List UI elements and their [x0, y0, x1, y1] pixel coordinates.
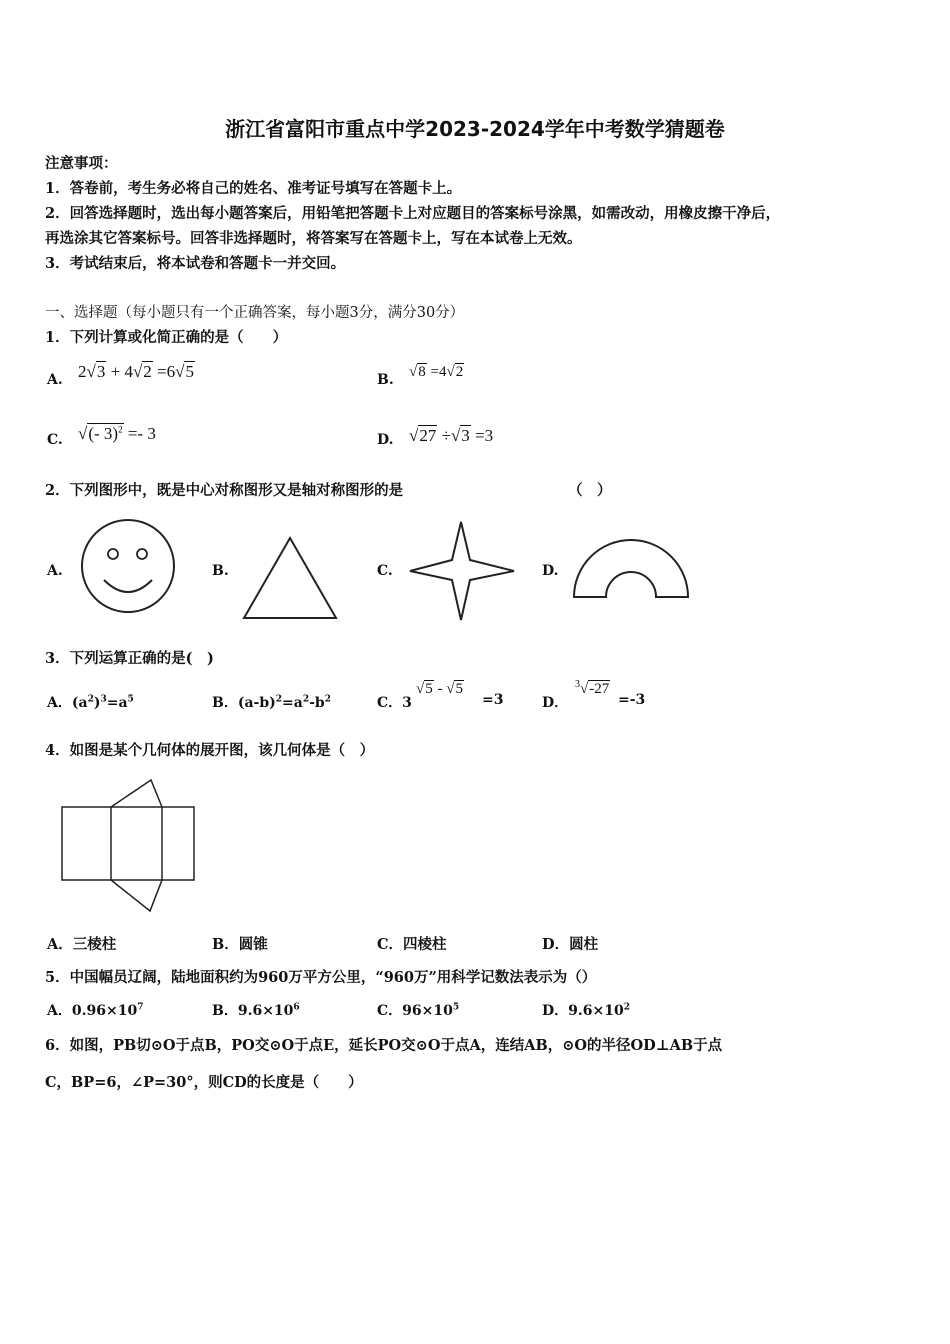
option-label: B． — [212, 695, 238, 711]
prism-net-figure — [60, 778, 200, 914]
equals: = — [475, 426, 485, 445]
radical-sign: √ — [409, 426, 419, 445]
q1-option-a-label: A. — [47, 372, 63, 388]
coef: 4 — [438, 364, 447, 380]
option-label: D． — [542, 1003, 569, 1019]
radicand-base: (- 3) — [88, 424, 119, 443]
operator: + — [110, 362, 121, 381]
mantissa: 9.6×10 — [568, 1003, 624, 1019]
q2-option-b-label: B. — [212, 563, 229, 579]
expr-part: ) — [93, 695, 101, 711]
radical-sign: √ — [446, 681, 455, 697]
coef: 6 — [166, 362, 176, 381]
q2-stem: 2．下列图形中，既是中心对称图形又是轴对称图形的是 — [45, 482, 404, 499]
option-label: C． — [377, 695, 403, 711]
q5-option-c — [377, 1000, 459, 1020]
coef: 3 — [402, 695, 412, 711]
q1-option-b-expr — [409, 364, 464, 381]
radicand — [87, 423, 123, 443]
q2-option-d-label: D. — [542, 563, 559, 579]
q2-option-a-label: A. — [47, 563, 63, 579]
expr-part: -b — [309, 695, 325, 711]
q1-option-a-expr — [78, 362, 195, 382]
exponent: 2 — [302, 694, 310, 705]
q6-stem-line-2: C，BP=6，∠P=30°，则CD的长度是（ ） — [45, 1074, 363, 1091]
triangle-icon — [242, 536, 342, 626]
radical-sign: √ — [416, 681, 425, 697]
exponent: 2 — [275, 694, 283, 705]
radical-sign: √ — [78, 424, 88, 443]
coef: 4 — [124, 362, 133, 381]
mantissa: 0.96×10 — [71, 1003, 138, 1019]
notice-item-2: 2．回答选择题时，选出每小题答案后，用铅笔把答题卡上对应题目的答案标号涂黑，如需改动，用橡皮擦干净后， — [45, 205, 781, 222]
q3-option-d-label: D． — [542, 695, 569, 711]
radicand: 27 — [419, 426, 437, 445]
radicand: 5 — [185, 362, 194, 381]
exponent: 7 — [137, 1002, 144, 1013]
radicand: -27 — [589, 681, 610, 697]
radicand: 3 — [96, 362, 106, 381]
exponent: 2 — [623, 1002, 630, 1013]
q5-option-b — [212, 1000, 300, 1020]
radicand: 2 — [143, 362, 152, 381]
exponent: 6 — [293, 1002, 300, 1013]
equals: = — [127, 424, 138, 443]
page-title: 浙江省富阳市重点中学2023-2024学年中考数学猜题卷 — [225, 117, 725, 141]
radicand: 5 — [425, 681, 433, 697]
q3-stem: 3．下列运算正确的是( ) — [45, 650, 214, 667]
radical-sign: √ — [580, 681, 589, 697]
radical-sign: √ — [446, 364, 455, 380]
expr-part: (a-b) — [237, 695, 276, 711]
value: - 3 — [137, 424, 156, 443]
exponent: 2 — [118, 424, 123, 435]
q5-option-a — [47, 1000, 143, 1020]
q3-option-b — [212, 692, 331, 712]
radicand: 2 — [455, 364, 464, 380]
operator: - — [437, 681, 443, 697]
radicand: 3 — [461, 426, 470, 445]
exponent: 2 — [324, 694, 331, 705]
exponent: 2 — [87, 694, 94, 705]
exponent: 5 — [127, 694, 134, 705]
q5-stem: 5．中国幅员辽阔，陆地面积约为960万平方公里，“960万”用科学记数法表示为（） — [45, 969, 597, 986]
notice-item-3: 3．考试结束后，将本试卷和答题卡一并交回。 — [45, 255, 346, 272]
radical-sign: √ — [132, 362, 143, 381]
q1-option-c-label: C. — [47, 432, 63, 448]
option-label: C． — [377, 1003, 403, 1019]
mantissa: 96×10 — [402, 1003, 453, 1019]
q3-option-c-radicals — [416, 681, 464, 698]
four-pointed-star-icon — [408, 520, 518, 622]
q1-option-d-expr — [409, 426, 493, 446]
root-index: 3 — [575, 679, 580, 690]
q4-option-d: D．圆柱 — [542, 936, 599, 953]
option-label: B． — [212, 1003, 238, 1019]
option-label: A． — [47, 1003, 72, 1019]
section-heading: 一、选择题（每小题只有一个正确答案，每小题3分，满分30分） — [45, 305, 465, 321]
q1-option-b-label: B. — [377, 372, 394, 388]
radical-sign: √ — [409, 364, 418, 380]
notice-item-2-cont: 再选涂其它答案标号。回答非选择题时，将答案写在答题卡上，写在本试卷上无效。 — [45, 230, 582, 247]
q2-option-c-label: C. — [377, 563, 393, 579]
expr-part: =a — [106, 695, 128, 711]
notice-item-1: 1．答卷前，考生务必将自己的姓名、准考证号填写在答题卡上。 — [45, 180, 462, 197]
smiley-face-icon — [80, 518, 180, 618]
divide: ÷ — [441, 426, 451, 445]
expr-part: (a — [71, 695, 88, 711]
q3-option-a — [47, 692, 134, 712]
value: 3 — [484, 426, 494, 445]
q4-option-a: A．三棱柱 — [47, 936, 117, 953]
notice-heading: 注意事项： — [45, 155, 118, 172]
q3-option-d-result: =-3 — [618, 692, 646, 708]
q3-option-c-result: =3 — [482, 692, 504, 708]
coef: 2 — [78, 362, 87, 381]
q2-paren: （ ） — [568, 482, 612, 499]
q5-option-d — [542, 1000, 630, 1020]
q3-option-d-radical — [575, 681, 610, 698]
radicand: 8 — [418, 364, 426, 380]
q1-stem: 1．下列计算或化简正确的是（ ） — [45, 329, 288, 346]
q4-option-c: C．四棱柱 — [377, 936, 447, 953]
radical-sign: √ — [86, 362, 96, 381]
option-label: A． — [47, 695, 72, 711]
semi-ring-arch-icon — [572, 535, 692, 605]
q6-stem-line-1: 6．如图，PB切⊙O于点B，PO交⊙O于点E，延长PO交⊙O于点A，连结AB，⊙O的半径OD⊥AB于点 — [45, 1037, 723, 1054]
q4-option-b: B．圆锥 — [212, 936, 268, 953]
q1-option-c-expr — [78, 424, 156, 444]
q3-option-c — [377, 692, 412, 712]
q1-option-d-label: D. — [377, 432, 394, 448]
radical-sign: √ — [450, 426, 461, 445]
q4-stem: 4．如图是某个几何体的展开图，该几何体是（ ） — [45, 742, 375, 759]
equals: = — [157, 362, 167, 381]
radicand: 5 — [455, 681, 463, 697]
mantissa: 9.6×10 — [237, 1003, 294, 1019]
exponent: 3 — [100, 694, 107, 705]
exponent: 5 — [452, 1002, 460, 1013]
radical-sign: √ — [175, 362, 185, 381]
expr-part: =a — [282, 695, 303, 711]
equals: = — [430, 364, 439, 380]
